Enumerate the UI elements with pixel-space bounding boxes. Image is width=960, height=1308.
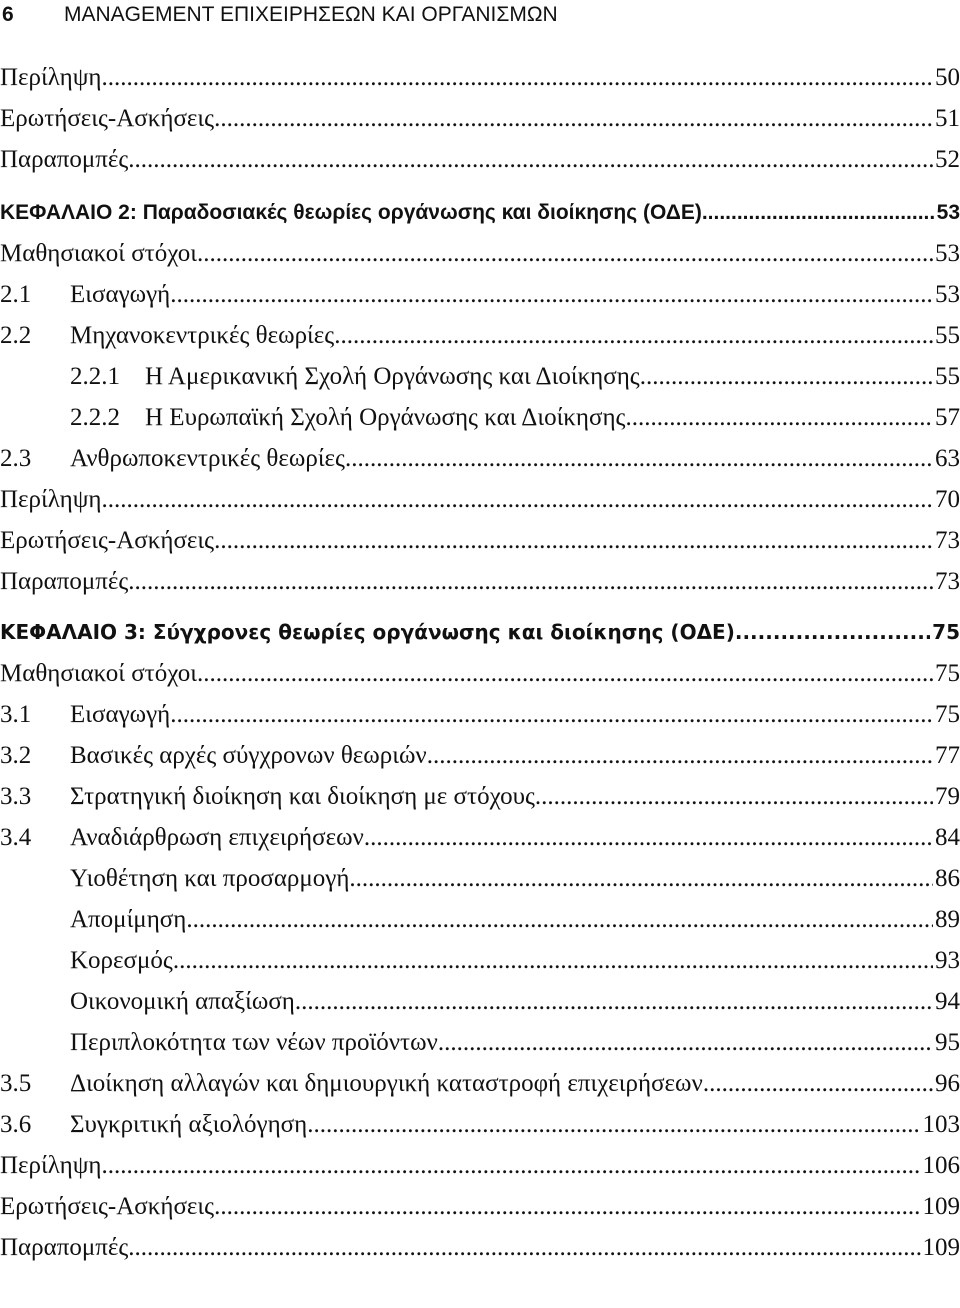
dot-leader bbox=[625, 397, 933, 438]
running-header bbox=[2, 0, 558, 30]
toc-entry[interactable] bbox=[0, 776, 960, 817]
toc-entry[interactable] bbox=[0, 940, 960, 981]
toc-entry-page: 89 bbox=[935, 906, 960, 933]
toc-entry-number: 2.2.1 bbox=[70, 363, 120, 390]
toc-entry[interactable] bbox=[0, 233, 960, 274]
toc-entry-page: 86 bbox=[935, 865, 960, 892]
toc-entry[interactable] bbox=[0, 981, 960, 1022]
running-title: MANAGEMENT ΕΠΙΧΕΙΡΗΣΕΩΝ ΚΑΙ ΟΡΓΑΝΙΣΜΩΝ bbox=[64, 3, 558, 26]
toc-entry-page: 94 bbox=[935, 988, 960, 1015]
toc-entry-page: 96 bbox=[935, 1070, 960, 1097]
toc-entry-number: 3.2 bbox=[0, 742, 32, 769]
dot-leader bbox=[364, 817, 933, 858]
toc-entry[interactable] bbox=[0, 315, 960, 356]
toc-entry-page: 51 bbox=[935, 105, 960, 132]
toc-entry-title: Η Αμερικανική Σχολή Οργάνωσης και Διοίκησης bbox=[145, 363, 640, 390]
toc-entry-page: 53 bbox=[936, 201, 960, 224]
toc-entry-title: Υιοθέτηση και προσαρμογή bbox=[70, 865, 350, 892]
dot-leader bbox=[349, 858, 933, 899]
toc-entry-number: 3.1 bbox=[0, 701, 32, 728]
toc-entry-page: 79 bbox=[935, 783, 960, 810]
table-of-contents bbox=[0, 57, 960, 1268]
toc-entry-number: 2.2 bbox=[0, 322, 32, 349]
toc-entry-title: Αναδιάρθρωση επιχειρήσεων bbox=[70, 824, 364, 851]
toc-entry-title: Μαθησιακοί στόχοι bbox=[0, 240, 197, 267]
dot-leader bbox=[307, 1104, 920, 1145]
toc-entry-page: 55 bbox=[935, 322, 960, 349]
toc-entry[interactable] bbox=[0, 1104, 960, 1145]
dot-leader bbox=[170, 694, 933, 735]
toc-entry-title: Συγκριτική αξιολόγηση bbox=[70, 1111, 308, 1138]
toc-entry[interactable] bbox=[0, 274, 960, 315]
dot-leader bbox=[173, 940, 933, 981]
toc-entry[interactable] bbox=[0, 899, 960, 940]
dot-leader bbox=[438, 1022, 933, 1063]
toc-entry-page: 75 bbox=[935, 701, 960, 728]
dot-leader bbox=[128, 561, 933, 602]
toc-chapter-heading[interactable] bbox=[0, 612, 960, 653]
dot-leader bbox=[214, 1186, 920, 1227]
dot-leader bbox=[197, 233, 933, 274]
toc-entry[interactable] bbox=[0, 1022, 960, 1063]
toc-entry-title: Μηχανοκεντρικές θεωρίες bbox=[70, 322, 335, 349]
toc-entry-title: Παραπομπές bbox=[0, 568, 129, 595]
toc-entry-title: Παραπομπές bbox=[0, 146, 129, 173]
toc-entry[interactable] bbox=[0, 1063, 960, 1104]
toc-entry-number: 3.3 bbox=[0, 783, 32, 810]
toc-entry[interactable] bbox=[0, 561, 960, 602]
dot-leader bbox=[535, 776, 933, 817]
dot-leader bbox=[186, 899, 933, 940]
dot-leader bbox=[345, 438, 933, 479]
toc-entry-page: 106 bbox=[922, 1152, 960, 1179]
toc-entry-page: 50 bbox=[935, 64, 960, 91]
toc-entry-page: 75 bbox=[932, 620, 960, 644]
toc-entry-page: 95 bbox=[935, 1029, 960, 1056]
toc-entry-title: Εισαγωγή bbox=[70, 701, 171, 728]
dot-leader bbox=[101, 57, 933, 98]
toc-entry-title: Παραπομπές bbox=[0, 1234, 129, 1261]
toc-entry-page: 109 bbox=[922, 1193, 960, 1220]
toc-entry-page: 55 bbox=[935, 363, 960, 390]
toc-entry-title: Ανθρωποκεντρικές θεωρίες bbox=[70, 445, 345, 472]
toc-entry-page: 70 bbox=[935, 486, 960, 513]
toc-entry-title: Βασικές αρχές σύγχρονων θεωριών bbox=[70, 742, 427, 769]
toc-entry-page: 103 bbox=[922, 1111, 960, 1138]
toc-entry-title: Ερωτήσεις-Ασκήσεις bbox=[0, 105, 215, 132]
dot-leader bbox=[128, 139, 933, 180]
toc-entry[interactable] bbox=[0, 694, 960, 735]
toc-entry-title: Μαθησιακοί στόχοι bbox=[0, 660, 197, 687]
toc-entry-title: Η Ευρωπαϊκή Σχολή Οργάνωσης και Διοίκησης bbox=[145, 404, 626, 431]
toc-entry[interactable] bbox=[0, 735, 960, 776]
toc-entry[interactable] bbox=[0, 653, 960, 694]
toc-entry-page: 57 bbox=[935, 404, 960, 431]
toc-entry[interactable] bbox=[0, 817, 960, 858]
toc-entry-title: Απομίμηση bbox=[70, 906, 187, 933]
toc-entry-page: 52 bbox=[935, 146, 960, 173]
toc-entry-page: 53 bbox=[935, 240, 960, 267]
toc-entry-number: 2.3 bbox=[0, 445, 32, 472]
toc-entry-page: 93 bbox=[935, 947, 960, 974]
toc-entry[interactable] bbox=[0, 98, 960, 139]
toc-entry-title: ΚΕΦΑΛΑΙΟ 2: Παραδοσιακές θεωρίες οργάνωσης και διοίκησης (ΟΔΕ) bbox=[0, 201, 702, 224]
toc-entry-title: Διοίκηση αλλαγών και δημιουργική καταστροφή επιχειρήσεων bbox=[70, 1070, 703, 1097]
dot-leader bbox=[170, 274, 933, 315]
toc-entry[interactable] bbox=[0, 520, 960, 561]
toc-entry-page: 63 bbox=[935, 445, 960, 472]
toc-entry[interactable] bbox=[0, 139, 960, 180]
toc-entry[interactable] bbox=[0, 356, 960, 397]
toc-entry[interactable] bbox=[0, 1145, 960, 1186]
toc-entry-title: Στρατηγική διοίκηση και διοίκηση με στόχους bbox=[70, 783, 535, 810]
toc-entry[interactable] bbox=[0, 57, 960, 98]
dot-leader bbox=[197, 653, 933, 694]
toc-entry[interactable] bbox=[0, 397, 960, 438]
dot-leader bbox=[295, 981, 933, 1022]
toc-entry[interactable] bbox=[0, 1227, 960, 1268]
toc-entry-title: Ερωτήσεις-Ασκήσεις bbox=[0, 527, 215, 554]
dot-leader bbox=[101, 1145, 920, 1186]
dot-leader bbox=[702, 192, 935, 233]
toc-entry-page: 109 bbox=[922, 1234, 960, 1261]
toc-entry-title: Εισαγωγή bbox=[70, 281, 171, 308]
toc-entry-page: 73 bbox=[935, 568, 960, 595]
toc-entry-title: Περίληψη bbox=[0, 486, 102, 513]
toc-entry[interactable] bbox=[0, 479, 960, 520]
toc-entry[interactable] bbox=[0, 438, 960, 479]
toc-entry-number: 2.2.2 bbox=[70, 404, 120, 431]
dot-leader bbox=[703, 1063, 933, 1104]
toc-entry-number: 2.1 bbox=[0, 281, 32, 308]
toc-entry-page: 73 bbox=[935, 527, 960, 554]
dot-leader bbox=[427, 735, 933, 776]
toc-entry-page: 53 bbox=[935, 281, 960, 308]
toc-entry-number: 3.4 bbox=[0, 824, 32, 851]
dot-leader bbox=[214, 520, 933, 561]
dot-leader bbox=[101, 479, 933, 520]
toc-entry-title: Ερωτήσεις-Ασκήσεις bbox=[0, 1193, 215, 1220]
dot-leader bbox=[735, 612, 930, 653]
toc-entry-title: Περίληψη bbox=[0, 1152, 102, 1179]
toc-entry-title: ΚΕΦΑΛΑΙΟ 3: Σύγχρονες θεωρίες οργάνωσης και διοίκησης (ΟΔΕ) bbox=[0, 620, 735, 644]
toc-entry-title: Περιπλοκότητα των νέων προϊόντων bbox=[70, 1029, 438, 1056]
toc-entry-page: 84 bbox=[935, 824, 960, 851]
page-number: 6 bbox=[2, 3, 14, 26]
dot-leader bbox=[334, 315, 933, 356]
toc-entry-title: Οικονομική απαξίωση bbox=[70, 988, 295, 1015]
toc-entry-number: 3.6 bbox=[0, 1111, 32, 1138]
dot-leader bbox=[640, 356, 933, 397]
toc-entry[interactable] bbox=[0, 858, 960, 899]
dot-leader bbox=[128, 1227, 920, 1268]
toc-entry-page: 77 bbox=[935, 742, 960, 769]
toc-entry-number: 3.5 bbox=[0, 1070, 32, 1097]
toc-chapter-heading[interactable] bbox=[0, 192, 960, 233]
toc-entry-page: 75 bbox=[935, 660, 960, 687]
toc-entry-title: Περίληψη bbox=[0, 64, 102, 91]
toc-entry[interactable] bbox=[0, 1186, 960, 1227]
dot-leader bbox=[214, 98, 933, 139]
toc-entry-title: Κορεσμός bbox=[70, 947, 173, 974]
